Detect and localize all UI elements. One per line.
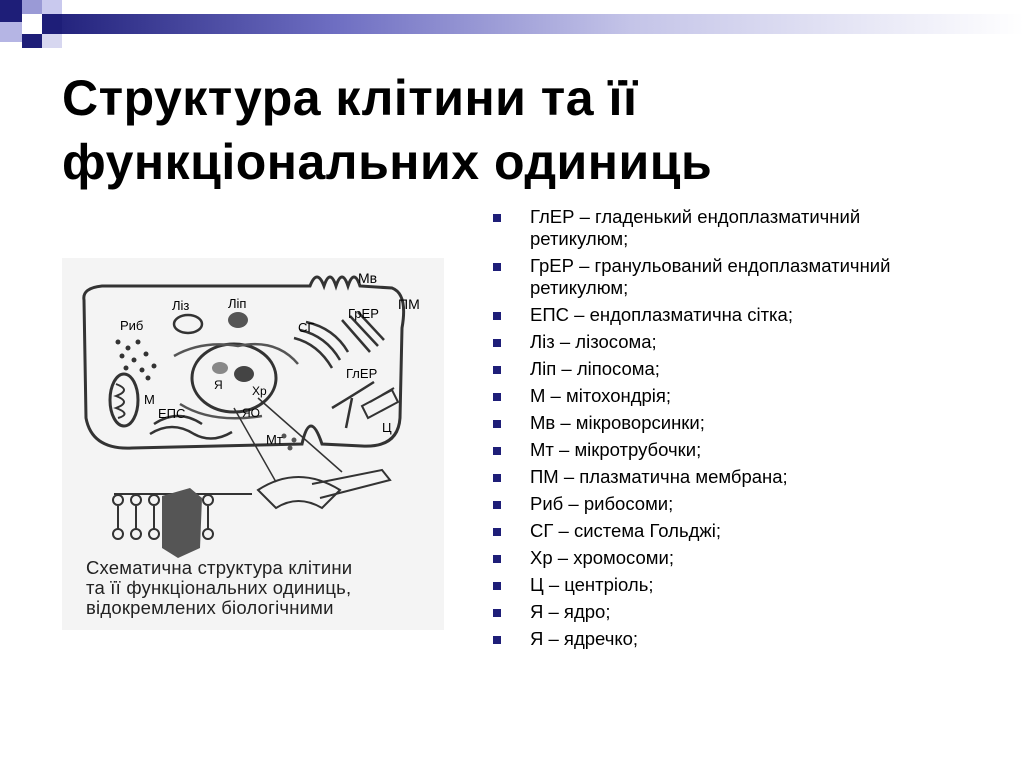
square-bullet-icon: [493, 214, 501, 222]
square-bullet-icon: [493, 393, 501, 401]
decor-square: [42, 34, 62, 48]
figure-label-grer: ГрЕР: [348, 306, 379, 321]
legend-item-text: Мт – мікротрубочки;: [530, 439, 702, 460]
legend-item-text: Мв – мікроворсинки;: [530, 412, 705, 433]
legend-item: [490, 412, 960, 434]
square-bullet-icon: [493, 609, 501, 617]
square-bullet-icon: [493, 555, 501, 563]
decor-square: [42, 0, 62, 14]
legend-item: [490, 439, 960, 461]
figure-label-sg: СГ: [298, 320, 315, 335]
header-gradient-bar: [40, 14, 1024, 34]
legend-item-text: Хр – хромосоми;: [530, 547, 674, 568]
legend-item: [490, 206, 960, 250]
title-line: функціональних одиниць: [62, 134, 713, 190]
square-bullet-icon: [493, 636, 501, 644]
legend-item-text: ГрЕР – гранульований ендоплазматичний ретикулюм;: [530, 255, 891, 298]
legend-item-text: СГ – система Гольджі;: [530, 520, 721, 541]
legend-item: [490, 358, 960, 380]
square-bullet-icon: [493, 501, 501, 509]
abbreviation-legend: [490, 206, 960, 655]
decor-square: [22, 34, 42, 48]
figure-caption: [86, 558, 446, 618]
slide-title: [62, 66, 962, 194]
square-bullet-icon: [493, 474, 501, 482]
legend-item: [490, 331, 960, 353]
square-bullet-icon: [493, 420, 501, 428]
decor-square: [0, 0, 22, 22]
figure-label-ya: Я: [214, 378, 223, 392]
legend-item-text: ГлЕР – гладенький ендоплазматичний ретикулюм;: [530, 206, 861, 249]
caption-line: відокремлених біологічними: [86, 597, 334, 618]
legend-item-text: Ліз – лізосома;: [530, 331, 657, 352]
legend-item-text: Ліп – ліпосома;: [530, 358, 660, 379]
figure-label-mv: Мв: [358, 270, 378, 286]
legend-item: [490, 385, 960, 407]
figure-label-liz: Ліз: [172, 298, 190, 313]
legend-item-text: Я – ядро;: [530, 601, 611, 622]
legend-item-text: М – мітохондрія;: [530, 385, 672, 406]
legend-item-text: Ц – центріоль;: [530, 574, 654, 595]
figure-label-gler: ГлЕР: [346, 366, 378, 381]
legend-item: [490, 601, 960, 623]
figure-label-mt: Мт: [266, 432, 283, 447]
legend-item: [490, 547, 960, 569]
figure-label-rib: Риб: [120, 318, 144, 333]
legend-item-text: ЕПС – ендоплазматична сітка;: [530, 304, 793, 325]
legend-item-text: Риб – рибосоми;: [530, 493, 674, 514]
square-bullet-icon: [493, 447, 501, 455]
square-bullet-icon: [493, 263, 501, 271]
figure-label-pm: ПМ: [398, 296, 420, 312]
legend-item-text: Я – ядречко;: [530, 628, 639, 649]
figure-label-m: М: [144, 392, 155, 407]
legend-item: [490, 255, 960, 299]
decor-square: [0, 22, 22, 42]
legend-item: [490, 493, 960, 515]
square-bullet-icon: [493, 339, 501, 347]
legend-item-text: ПМ – плазматична мембрана;: [530, 466, 788, 487]
legend-item: [490, 628, 960, 650]
figure-label-lip: Ліп: [228, 296, 247, 311]
square-bullet-icon: [493, 366, 501, 374]
figure-label-eps: ЕПС: [158, 406, 186, 421]
figure-label-c: Ц: [382, 420, 392, 435]
decor-square: [42, 14, 62, 34]
decor-square: [22, 0, 42, 14]
figure-label-yao: ЯО: [242, 406, 260, 420]
figure-label-hr: Хр: [252, 384, 267, 398]
square-bullet-icon: [493, 528, 501, 536]
header-decoration: [0, 0, 1024, 48]
title-line: Структура клітини та її: [62, 70, 638, 126]
square-bullet-icon: [493, 582, 501, 590]
legend-item: [490, 466, 960, 488]
legend-item: [490, 520, 960, 542]
caption-line: та її функціональних одиниць,: [86, 577, 352, 598]
decor-square: [22, 14, 42, 34]
square-bullet-icon: [493, 312, 501, 320]
caption-line: Схематична структура клітини: [86, 557, 353, 578]
legend-item: [490, 304, 960, 326]
legend-item: [490, 574, 960, 596]
